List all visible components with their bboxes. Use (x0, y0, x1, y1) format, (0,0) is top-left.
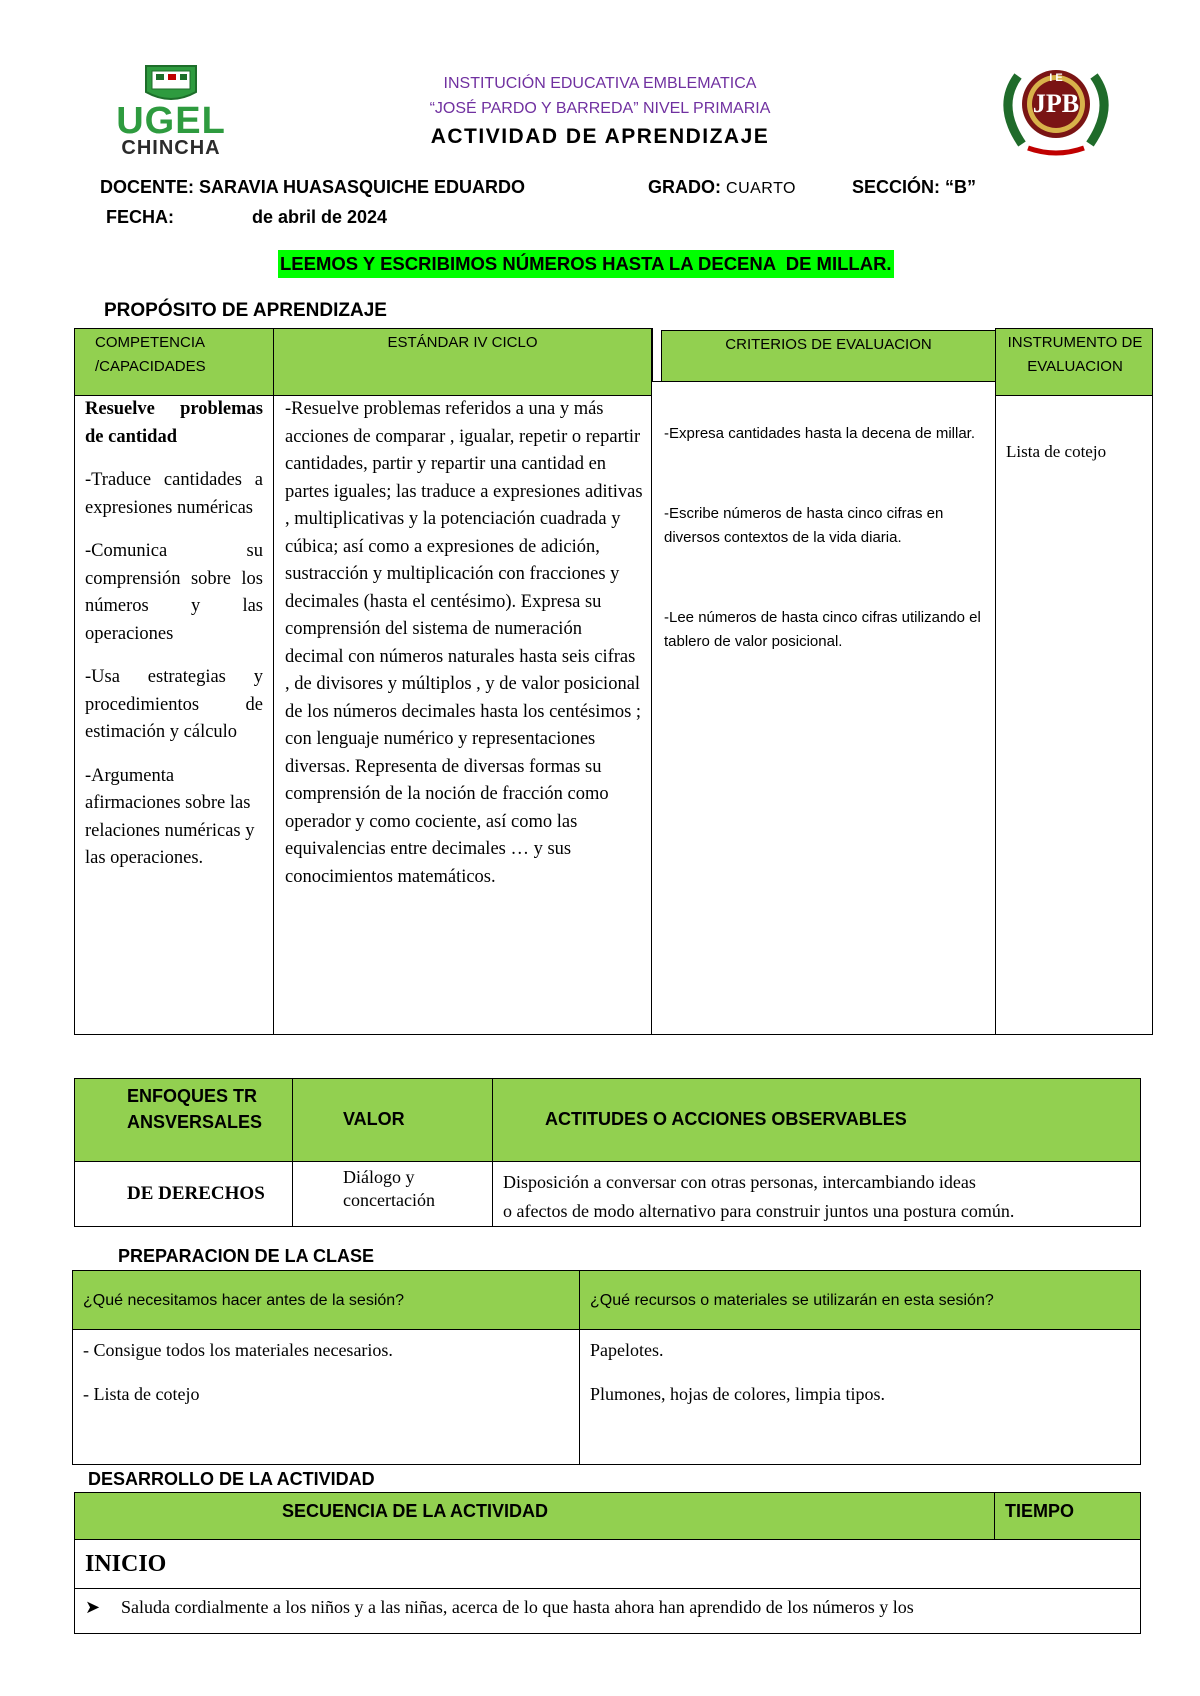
inicio-label: INICIO (85, 1551, 167, 1577)
institution-name-line1: INSTITUCIÓN EDUCATIVA EMBLEMATICA (443, 75, 757, 92)
tiempo-header-text: TIEMPO (1005, 1501, 1075, 1521)
valor-value-cell (292, 1161, 493, 1227)
estandar-header (273, 328, 652, 396)
seccion-value: “B” (945, 177, 977, 197)
instrumento-header-text: INSTRUMENTO DE EVALUACION (1007, 334, 1143, 375)
grado-line (648, 175, 796, 201)
enfoque-header-text: ENFOQUES TRANSVERSALES (127, 1086, 263, 1132)
preparacion-a2-item-2: Plumones, hojas de colores, limpia tipos. (590, 1384, 885, 1404)
capacidad-traduce: -Traduce cantidades a expresiones numéricas (85, 470, 263, 518)
ugel-logo-subtext: CHINCHA (121, 137, 221, 159)
competencia-cell (74, 395, 274, 1035)
actitud-line-1: Disposición a conversar con otras personas, intercambiando ideas (503, 1172, 976, 1192)
actitudes-header (492, 1078, 1141, 1162)
bullet-row (74, 1588, 1141, 1634)
competencia-header-text: COMPETENCIA /CAPACIDADES (95, 334, 206, 375)
fecha-label: FECHA: (106, 207, 174, 227)
competencia-title: Resuelve problemas de cantidad (85, 399, 263, 447)
docente-label: DOCENTE: (100, 177, 194, 197)
page-title: ACTIVIDAD DE APRENDIZAJE (430, 125, 770, 148)
criterios-header-text: CRITERIOS DE EVALUACION (725, 336, 932, 353)
proposito-heading: PROPÓSITO DE APRENDIZAJE (104, 300, 387, 321)
seccion-label: SECCIÓN: (852, 177, 941, 197)
enfoque-header (74, 1078, 293, 1162)
grado-value: CUARTO (726, 180, 796, 197)
preparacion-q2-text: ¿Qué recursos o materiales se utilizarán en esta sesión? (590, 1292, 994, 1309)
actitud-value-cell (492, 1161, 1141, 1227)
criterio-expresa: -Expresa cantidades hasta la decena de millar. (664, 425, 976, 442)
capacidad-argumenta: -Argumenta afirmaciones sobre las relaciones numéricas y las operaciones. (85, 765, 255, 868)
valor-header-text: VALOR (343, 1109, 405, 1129)
criterio-lee: -Lee números de hasta cinco cifras utilizando el tablero de valor posicional. (664, 609, 981, 650)
ugel-logo (108, 62, 234, 158)
preparacion-a1-item-1: - Consigue todos los materiales necesarios. (83, 1340, 393, 1360)
secuencia-header (74, 1492, 995, 1540)
estandar-text: -Resuelve problemas referidos a una y más acciones de comparar , igualar, repetir o repartir cantidades, partir y repartir una cantidad en partes iguales; las traduce a expresiones aditivas , multiplicativas y la potenciación cuadrada y cúbica; así como a expresiones de adición, sustracción y multiplicación con fracciones y decimales (hasta el centésimo). Expresa su comprensión del sistema de numeración decimal con números naturales hasta seis cifras , de divisores y múltiplos , y de valor posicional de los números decimales hasta los centésimos ; con lenguaje numérico y representaciones diversas. Representa de diversas formas su comprensión de la noción de fracción como operador y como cociente, así como las equivalencias entre decimales … y sus conocimientos matemáticos. (285, 399, 643, 887)
fecha-value: de abril de 2024 (252, 207, 388, 227)
valor-value: Diálogo y concertación (343, 1167, 435, 1210)
institution-name-line2: “JOSÉ PARDO Y BARREDA” NIVEL PRIMARIA (429, 100, 771, 117)
instrumento-text: Lista de cotejo (1006, 442, 1107, 461)
grado-label: GRADO: (648, 177, 721, 197)
actitudes-header-text: ACTITUDES O ACCIONES OBSERVABLES (545, 1109, 907, 1129)
seccion-line (852, 175, 976, 199)
secuencia-header-text: SECUENCIA DE LA ACTIVIDAD (282, 1501, 549, 1521)
crest-badge-text: I E (1049, 72, 1063, 84)
enfoque-value-cell (74, 1161, 293, 1227)
bullet-text-1: Saluda cordialmente a los niños y a las niñas, acerca de lo que hasta ahora han aprendido de los números y los (121, 1597, 914, 1617)
criterios-cell (651, 381, 996, 1035)
preparacion-heading: PREPARACION DE LA CLASE (118, 1246, 375, 1266)
enfoque-value: DE DERECHOS (127, 1183, 265, 1204)
ugel-logo-text: UGEL (116, 100, 226, 142)
preparacion-a1-item-2: - Lista de cotejo (83, 1384, 200, 1404)
inicio-row (74, 1539, 1141, 1589)
criterio-escribe: -Escribe números de hasta cinco cifras en diversos contextos de la vida diaria. (664, 505, 944, 546)
crest-initials: JPB (1032, 89, 1080, 118)
criterios-header (661, 330, 996, 382)
instrumento-header (995, 328, 1153, 396)
estandar-cell (273, 395, 652, 1035)
competencia-header (74, 328, 274, 396)
desarrollo-heading: DESARROLLO DE LA ACTIVIDAD (88, 1469, 375, 1489)
preparacion-q2-header (579, 1270, 1141, 1330)
estandar-header-text: ESTÁNDAR IV CICLO (387, 334, 538, 351)
actitud-line-2: o afectos de modo alternativo para construir juntos una postura común. (503, 1201, 1015, 1221)
criterios-left-border (651, 328, 653, 382)
preparacion-a2-item-1: Papelotes. (590, 1340, 664, 1360)
jpb-crest-logo (988, 56, 1124, 160)
tiempo-header (994, 1492, 1141, 1540)
preparacion-a2-cell (579, 1329, 1141, 1465)
preparacion-a1-cell (72, 1329, 580, 1465)
capacidad-usa: -Usa estrategias y procedimientos de estimación y cálculo (85, 667, 263, 742)
valor-header (292, 1078, 493, 1162)
session-title: LEEMOS Y ESCRIBIMOS NÚMEROS HASTA LA DECENA DE MILLAR. (278, 250, 894, 278)
docente-line (100, 175, 525, 199)
preparacion-q1-text: ¿Qué necesitamos hacer antes de la sesión? (83, 1292, 405, 1309)
arrow-bullet-icon: ➤ (85, 1597, 101, 1617)
docente-value: SARAVIA HUASASQUICHE EDUARDO (199, 177, 526, 197)
preparacion-q1-header (72, 1270, 580, 1330)
capacidad-comunica: -Comunica su comprensión sobre los números y las operaciones (85, 541, 263, 644)
instrumento-cell (995, 395, 1153, 1035)
